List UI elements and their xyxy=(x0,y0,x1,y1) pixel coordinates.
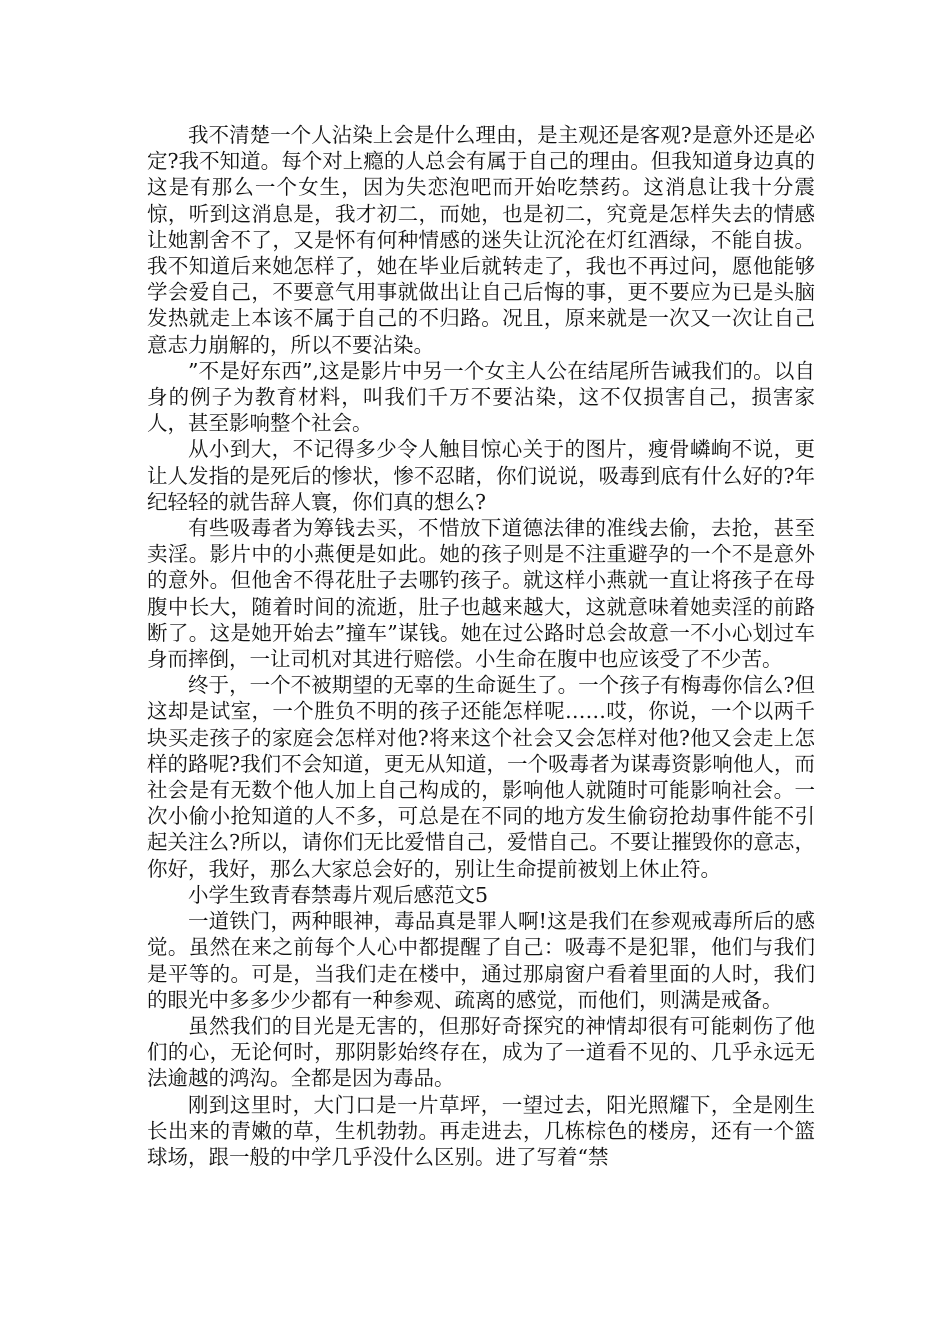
paragraph: 虽然我们的目光是无害的，但那好奇探究的神情却很有可能刺伤了他们的心，无论何时，那阴影始终存在，成为了一道看不见的、几乎永远无法逾越的鸿沟。全都是因为毒品。 xyxy=(147,1013,815,1091)
paragraph: 有些吸毒者为筹钱去买，不惜放下道德法律的准线去偷，去抢，甚至卖淫。影片中的小燕便是如此。她的孩子则是不注重避孕的一个不是意外的意外。但他舍不得花肚子去哪钓孩子。就这样小燕就一直让将孩子在母腹中长大，随着时间的流逝，肚子也越来越大，这就意味着她卖淫的前路断了。这是她开始去”撞车”谋钱。她在过公路时总会故意一不小心划过车身而摔倒，一让司机对其进行赔偿。小生命在腹中也应该受了不少苦。 xyxy=(147,516,815,672)
paragraph: 终于，一个不被期望的无辜的生命诞生了。一个孩子有梅毒你信么?但这却是试室，一个胜负不明的孩子还能怎样呢……哎，你说，一个以两千块买走孩子的家庭会怎样对他?将来这个社会又会怎样对他?他又会走上怎样的路呢?我们不会知道，更无从知道，一个吸毒者为谋毒资影响他人，而社会是有无数个他人加上自己构成的，影响他人就随时可能影响社会。一次小偷小抢知道的人不多，可总是在不同的地方发生偷窃抢劫事件能不引起关注么?所以，请你们无比爱惜自己，爱惜自己。不要让摧毁你的意志，你好，我好，那么大家总会好的，别让生命提前被划上休止符。 xyxy=(147,673,815,881)
paragraph: 从小到大，不记得多少令人触目惊心关于的图片，瘦骨嶙峋不说，更让人发指的是死后的惨状，惨不忍睹，你们说说，吸毒到底有什么好的?年纪轻轻的就告辞人寰，你们真的想么? xyxy=(147,437,815,514)
paragraph: 一道铁门，两种眼神，毒品真是罪人啊!这是我们在参观戒毒所后的感觉。虽然在来之前每个人心中都提醒了自己：吸毒不是犯罪，他们与我们是平等的。可是，当我们走在楼中，通过那扇窗户看着里面的人时，我们的眼光中多多少少都有一种参观、疏离的感觉，而他们，则满是戒备。 xyxy=(147,909,815,1012)
paragraph: 刚到这里时，大门口是一片草坪，一望过去，阳光照耀下，全是刚生长出来的青嫩的草，生机勃勃。再走进去，几栋棕色的楼房，还有一个篮球场，跟一般的中学几乎没什么区别。进了写着“禁 xyxy=(147,1092,815,1169)
paragraph: ”不是好东西”,这是影片中另一个女主人公在结尾所告诫我们的。以自身的例子为教育材料，叫我们千万不要沾染，这不仅损害自己，损害家人，甚至影响整个社会。 xyxy=(147,358,815,436)
document-page xyxy=(147,122,815,1170)
section-heading: 小学生致青春禁毒片观后感范文5 xyxy=(188,882,489,907)
paragraph: 我不清楚一个人沾染上会是什么理由，是主观还是客观?是意外还是必定?我不知道。每个对上瘾的人总会有属于自己的理由。但我知道身边真的这是有那么一个女生，因为失恋泡吧而开始吃禁药。这消息让我十分震惊，听到这消息是，我才初二，而她，也是初二，究竟是怎样失去的情感让她割舍不了，又是怀有何种情感的迷失让沉沦在灯红酒绿，不能自拔。我不知道后来她怎样了，她在毕业后就转走了，我也不再过问，愿他能够学会爱自己，不要意气用事就做出让自己后悔的事，更不要应为已是头脑发热就走上本该不属于自己的不归路。况且，原来就是一次又一次让自己意志力崩解的，所以不要沾染。 xyxy=(147,123,815,357)
